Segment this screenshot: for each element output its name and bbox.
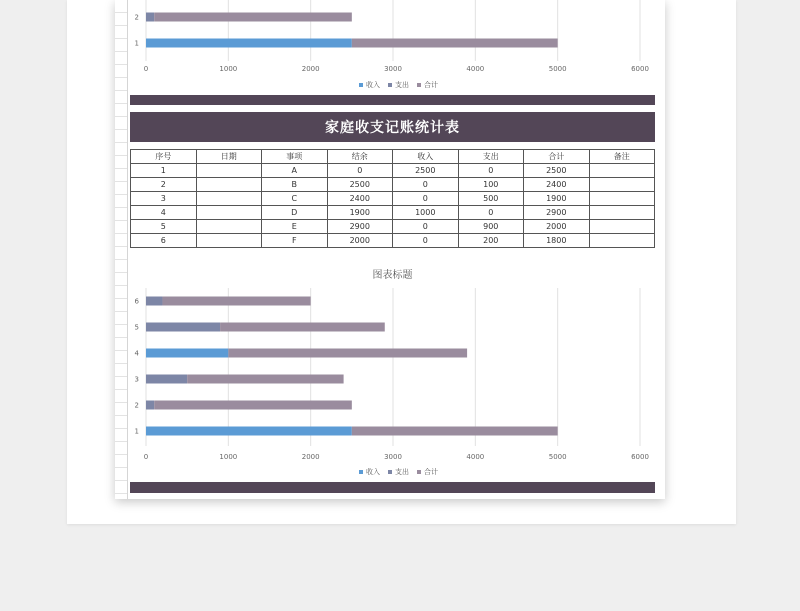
table-cell[interactable]: B (262, 178, 328, 192)
table-cell[interactable]: A (262, 164, 328, 178)
x-tick-label: 3000 (384, 453, 402, 461)
table-cell[interactable]: E (262, 220, 328, 234)
bar-total (228, 349, 467, 358)
column-header: 序号 (131, 150, 197, 164)
table-cell[interactable]: 5 (131, 220, 197, 234)
table-cell[interactable] (196, 164, 262, 178)
x-tick-label: 6000 (631, 453, 649, 461)
legend-label: 合计 (424, 468, 438, 476)
bar-total (154, 401, 352, 410)
ledger-table (130, 149, 655, 248)
table-cell[interactable]: 6 (131, 234, 197, 248)
table-cell[interactable]: 0 (393, 234, 459, 248)
table-cell[interactable] (589, 178, 655, 192)
column-header: 日期 (196, 150, 262, 164)
chart-canvas (130, 262, 655, 482)
table-cell[interactable]: 1 (131, 164, 197, 178)
table-cell[interactable]: 2900 (327, 220, 393, 234)
table-cell[interactable] (196, 220, 262, 234)
table-cell[interactable]: C (262, 192, 328, 206)
table-cell[interactable]: 0 (327, 164, 393, 178)
x-tick-label: 1000 (219, 453, 238, 461)
x-tick-label: 5000 (548, 65, 567, 73)
y-category-label: 2 (134, 401, 139, 410)
table-cell[interactable]: 2000 (327, 234, 393, 248)
table-row (131, 234, 655, 248)
legend-label: 合计 (424, 81, 438, 89)
table-cell[interactable]: 0 (393, 178, 459, 192)
y-category-label: 3 (134, 375, 139, 384)
column-header: 支出 (458, 150, 524, 164)
chart-title: 图表标题 (372, 270, 413, 281)
legend-label: 支出 (395, 81, 409, 89)
legend-swatch (417, 470, 421, 474)
x-tick-label: 4000 (466, 65, 485, 73)
x-tick-label: 5000 (548, 453, 567, 461)
bar-total (187, 375, 343, 384)
bar-total (220, 323, 385, 332)
table-cell[interactable]: 1800 (524, 234, 590, 248)
table-cell[interactable]: 0 (458, 164, 524, 178)
table-cell[interactable]: 1900 (524, 192, 590, 206)
table-cell[interactable]: F (262, 234, 328, 248)
table-row (131, 220, 655, 234)
table-cell[interactable]: 2400 (524, 178, 590, 192)
x-tick-label: 2000 (301, 453, 320, 461)
table-cell[interactable] (196, 206, 262, 220)
y-category-label: 4 (134, 349, 139, 358)
x-tick-label: 1000 (219, 65, 238, 73)
bar-total (162, 297, 310, 306)
table-cell[interactable]: 3 (131, 192, 197, 206)
table-header-row (131, 150, 655, 164)
legend-label: 支出 (395, 468, 409, 476)
bar-expense (146, 375, 187, 384)
bar-total (352, 39, 558, 48)
legend-swatch (359, 83, 363, 87)
table-cell[interactable]: 100 (458, 178, 524, 192)
table-cell[interactable]: 4 (131, 206, 197, 220)
bottom-divider-band (130, 482, 655, 493)
row-header-gutter (115, 0, 128, 499)
table-cell[interactable]: 200 (458, 234, 524, 248)
table-cell[interactable] (589, 206, 655, 220)
table-cell[interactable]: 0 (458, 206, 524, 220)
table-cell[interactable]: 500 (458, 192, 524, 206)
table-cell[interactable]: 2500 (327, 178, 393, 192)
legend-swatch (388, 470, 392, 474)
sheet-title: 家庭收支记账统计表 (130, 112, 655, 142)
legend-label: 收入 (366, 468, 380, 476)
table-cell[interactable]: 2400 (327, 192, 393, 206)
top-divider-band (130, 95, 655, 105)
bar-total (352, 427, 558, 436)
x-tick-label: 4000 (466, 453, 485, 461)
bar-income (146, 427, 352, 436)
x-tick-label: 6000 (631, 65, 649, 73)
table-cell[interactable]: D (262, 206, 328, 220)
table-cell[interactable]: 0 (393, 220, 459, 234)
table-cell[interactable]: 2500 (524, 164, 590, 178)
table-cell[interactable]: 0 (393, 192, 459, 206)
x-tick-label: 0 (143, 453, 149, 461)
table-cell[interactable]: 2500 (393, 164, 459, 178)
table-cell[interactable]: 2 (131, 178, 197, 192)
y-category-label: 2 (134, 13, 139, 22)
table-cell[interactable]: 1900 (327, 206, 393, 220)
y-category-label: 1 (134, 427, 139, 436)
y-category-label: 5 (134, 323, 139, 332)
column-header: 合计 (524, 150, 590, 164)
column-header: 结余 (327, 150, 393, 164)
x-tick-label: 0 (143, 65, 149, 73)
bar-income (146, 349, 228, 358)
table-cell[interactable] (196, 178, 262, 192)
table-cell[interactable]: 1000 (393, 206, 459, 220)
column-header: 事项 (262, 150, 328, 164)
legend-swatch (359, 470, 363, 474)
x-tick-label: 2000 (301, 65, 320, 73)
bar-total (154, 13, 352, 22)
table-cell[interactable] (589, 164, 655, 178)
table-cell[interactable] (589, 192, 655, 206)
bar-expense (146, 297, 162, 306)
table-row (131, 206, 655, 220)
bar-expense (146, 323, 220, 332)
table-cell[interactable]: 2000 (524, 220, 590, 234)
y-category-label: 6 (134, 297, 139, 306)
table-row (131, 164, 655, 178)
table-row (131, 192, 655, 206)
bar-expense (146, 401, 154, 410)
summary-bar-chart-partial (130, 0, 655, 92)
table-cell[interactable] (589, 220, 655, 234)
x-tick-label: 3000 (384, 65, 402, 73)
column-header: 备注 (589, 150, 655, 164)
table-cell[interactable]: 900 (458, 220, 524, 234)
y-category-label: 1 (134, 39, 139, 48)
table-cell[interactable]: 2900 (524, 206, 590, 220)
bar-expense (146, 13, 154, 22)
table-cell[interactable] (196, 192, 262, 206)
legend-swatch (388, 83, 392, 87)
table-cell[interactable] (196, 234, 262, 248)
table-row (131, 178, 655, 192)
chart-canvas (130, 0, 655, 92)
table-cell[interactable] (589, 234, 655, 248)
bar-income (146, 39, 352, 48)
legend-swatch (417, 83, 421, 87)
column-header: 收入 (393, 150, 459, 164)
legend-label: 收入 (366, 81, 380, 89)
summary-bar-chart (130, 262, 655, 482)
